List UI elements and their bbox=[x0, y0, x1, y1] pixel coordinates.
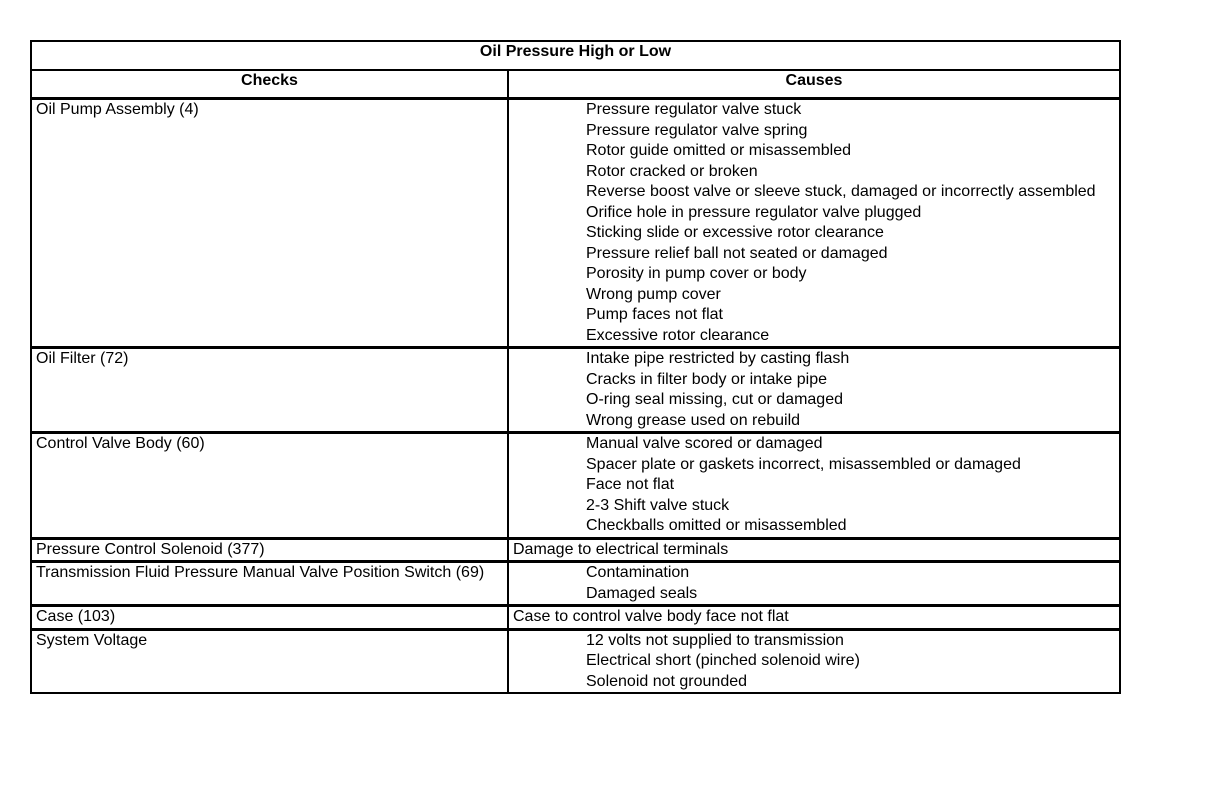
cause-item: Intake pipe restricted by casting flash bbox=[586, 350, 850, 367]
cause-item: Sticking slide or excessive rotor clearance bbox=[586, 224, 884, 241]
check-cell: Case (103) bbox=[31, 606, 508, 630]
causes-list bbox=[513, 349, 1115, 431]
cause-item: Rotor guide omitted or misassembled bbox=[586, 142, 852, 159]
checks-header: Checks bbox=[31, 70, 508, 99]
check-cell: Oil Pump Assembly (4) bbox=[31, 99, 508, 348]
causes-cell: Damage to electrical terminals bbox=[508, 538, 1120, 562]
causes-cell bbox=[508, 433, 1120, 539]
cause-item: Pressure relief ball not seated or damaged bbox=[586, 244, 888, 262]
cause-item: Spacer plate or gaskets incorrect, misassembled or damaged bbox=[586, 455, 1021, 473]
cause-item: Rotor cracked or broken bbox=[586, 162, 758, 180]
table-row bbox=[31, 538, 1120, 562]
causes-cell bbox=[508, 629, 1120, 693]
cause-item: Reverse boost valve or sleeve stuck, damaged or incorrectly assembled bbox=[586, 183, 1096, 200]
causes-header: Causes bbox=[508, 70, 1120, 99]
table-row bbox=[31, 99, 1120, 348]
check-cell: System Voltage bbox=[31, 629, 508, 693]
cause-item: Electrical short (pinched solenoid wire) bbox=[586, 652, 860, 669]
cause-item: Face not flat bbox=[586, 476, 675, 493]
causes-list bbox=[513, 563, 1115, 604]
causes-cell bbox=[508, 562, 1120, 606]
causes-cell bbox=[508, 348, 1120, 433]
cause-item: Pressure regulator valve spring bbox=[586, 121, 808, 139]
cause-item: Cracks in filter body or intake pipe bbox=[586, 370, 827, 388]
cause-item: Contamination bbox=[586, 564, 690, 581]
causes-cell: Case to control valve body face not flat bbox=[508, 606, 1120, 630]
cause-item: Excessive rotor clearance bbox=[586, 326, 770, 344]
cause-item: Solenoid not grounded bbox=[586, 672, 748, 690]
causes-list bbox=[513, 100, 1115, 346]
table-row bbox=[31, 562, 1120, 606]
check-cell: Oil Filter (72) bbox=[31, 348, 508, 433]
cause-item: Wrong grease used on rebuild bbox=[586, 411, 801, 429]
cause-item: Manual valve scored or damaged bbox=[586, 435, 823, 452]
causes-list bbox=[513, 631, 1115, 693]
cause-item: Pressure regulator valve stuck bbox=[586, 101, 802, 118]
cause-item: O-ring seal missing, cut or damaged bbox=[586, 391, 843, 408]
table-row bbox=[31, 348, 1120, 433]
check-cell: Pressure Control Solenoid (377) bbox=[31, 538, 508, 562]
cause-item: 12 volts not supplied to transmission bbox=[586, 631, 844, 649]
cause-item: Pump faces not flat bbox=[586, 306, 723, 323]
title-row bbox=[31, 41, 1120, 70]
cause-item: Checkballs omitted or misassembled bbox=[586, 517, 847, 534]
table-row bbox=[31, 433, 1120, 539]
causes-cell bbox=[508, 99, 1120, 348]
table-row bbox=[31, 606, 1120, 630]
check-cell: Control Valve Body (60) bbox=[31, 433, 508, 539]
table-title: Oil Pressure High or Low bbox=[31, 41, 1120, 70]
check-cell: Transmission Fluid Pressure Manual Valve Position Switch (69) bbox=[31, 562, 508, 606]
table-row bbox=[31, 629, 1120, 693]
cause-item: Orifice hole in pressure regulator valve plugged bbox=[586, 203, 922, 221]
cause-item: 2-3 Shift valve stuck bbox=[586, 496, 730, 514]
header-row bbox=[31, 70, 1120, 99]
cause-item: Porosity in pump cover or body bbox=[586, 265, 807, 282]
diagnostic-table bbox=[30, 40, 1121, 694]
cause-item: Wrong pump cover bbox=[586, 285, 721, 303]
causes-list bbox=[513, 434, 1115, 537]
cause-item: Damaged seals bbox=[586, 584, 698, 602]
